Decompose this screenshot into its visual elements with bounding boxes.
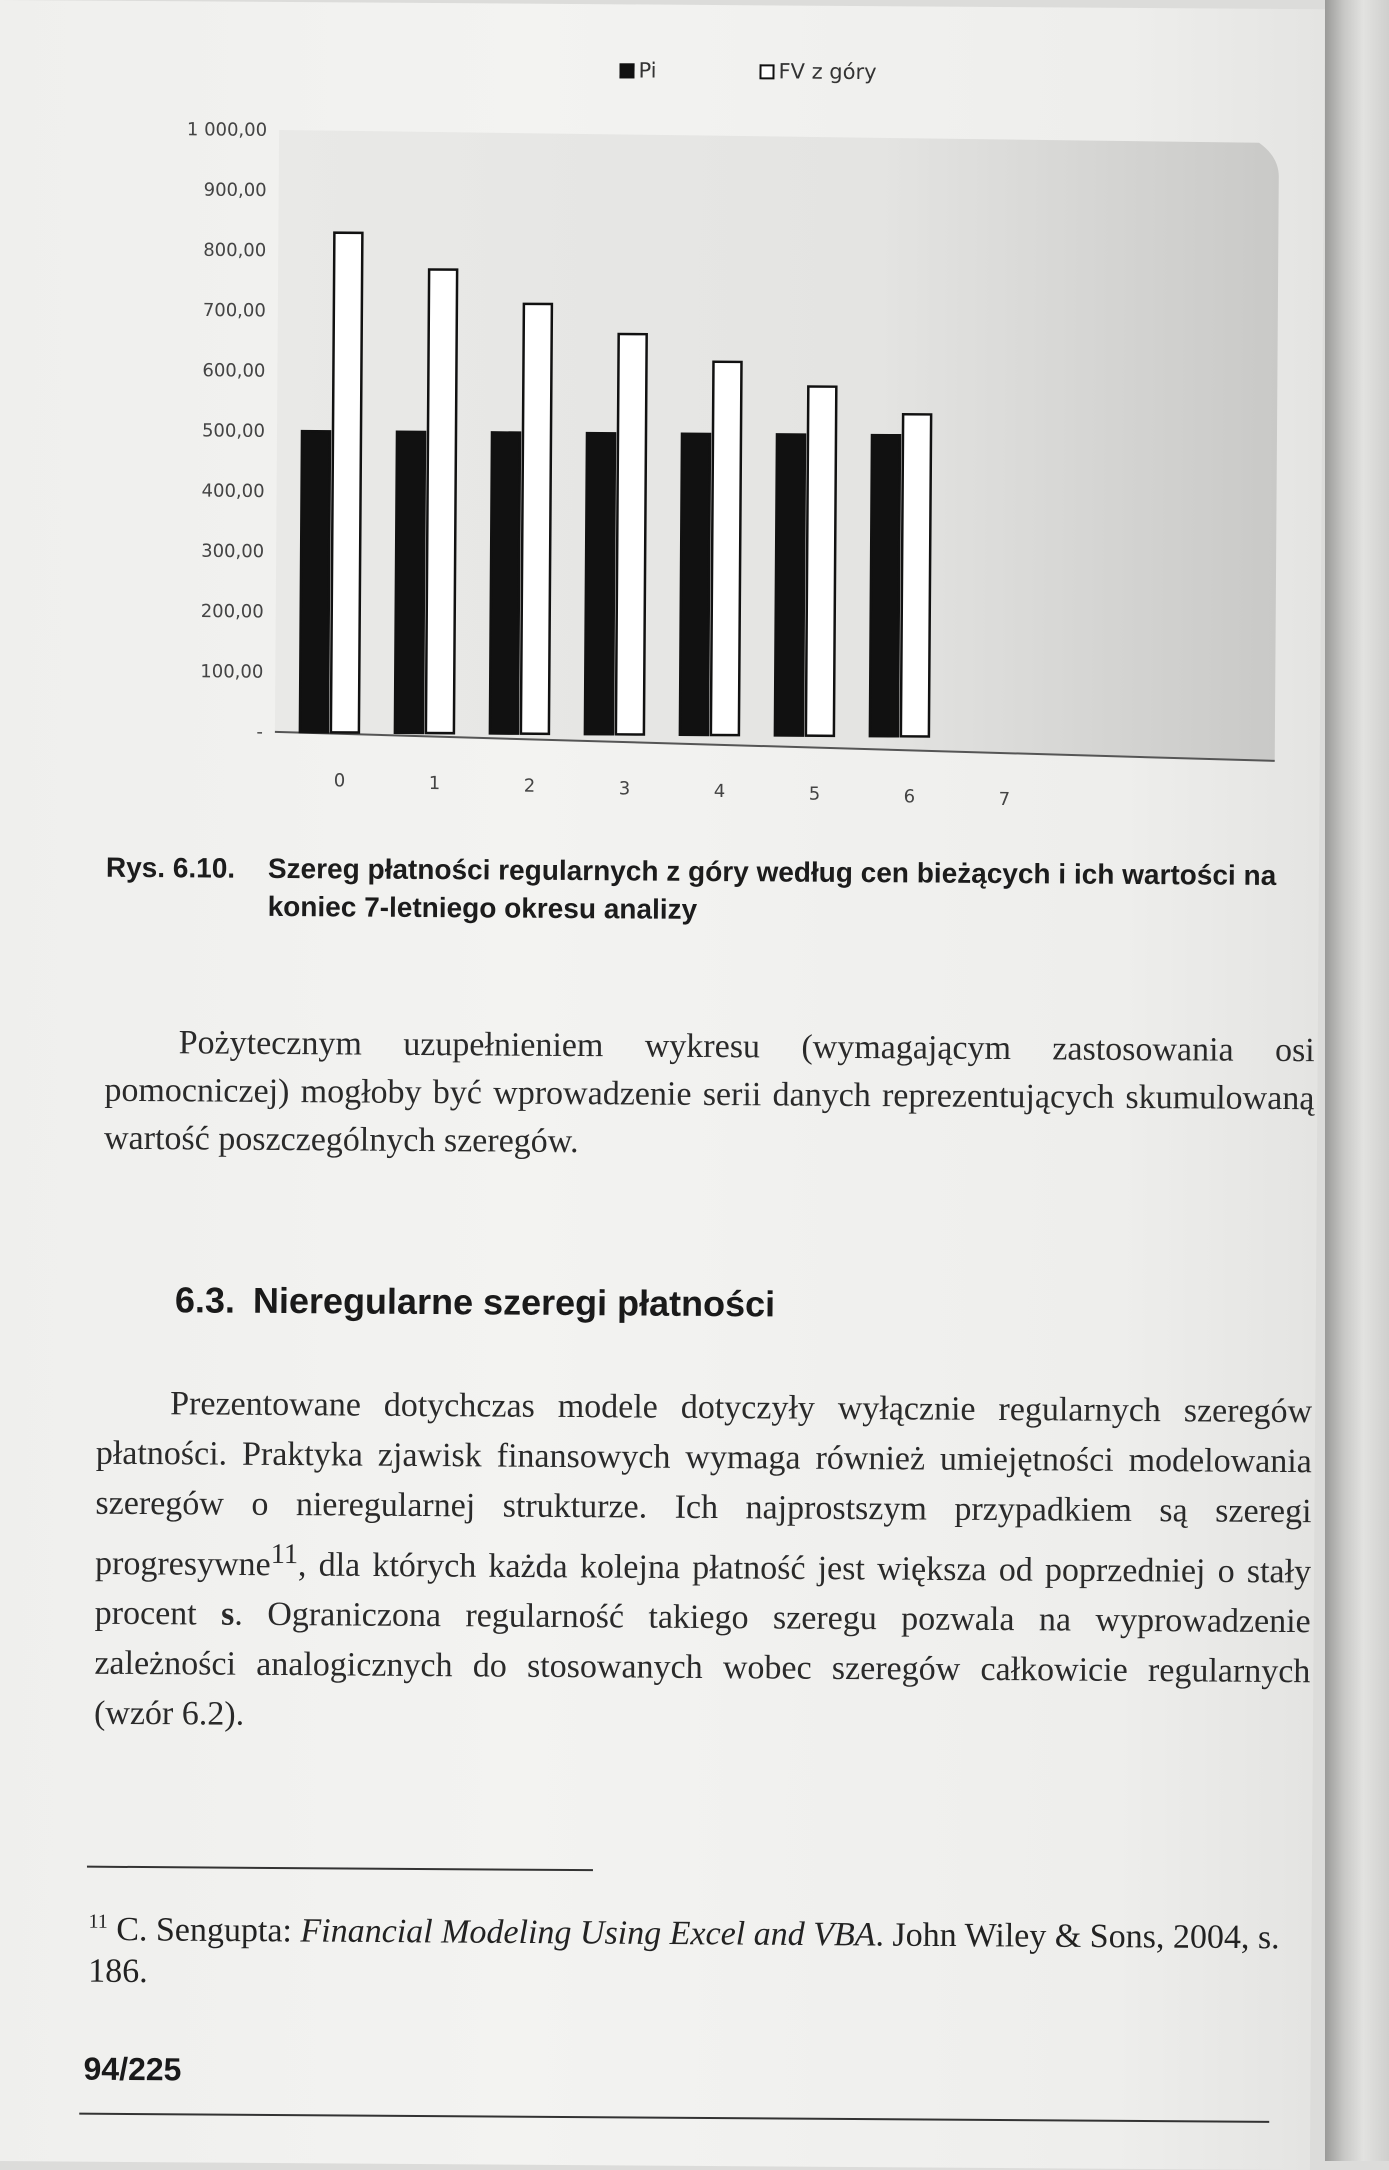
bar-chart — [114, 101, 1289, 811]
x-tick-label: 2 — [523, 775, 536, 797]
bar-pi — [870, 435, 900, 736]
footnote-number: 11 — [88, 1910, 108, 1933]
bottom-rule — [79, 2113, 1269, 2123]
footnote — [88, 1901, 1299, 2002]
x-tick-label: 7 — [998, 788, 1011, 811]
footnote-rule — [87, 1866, 593, 1872]
y-tick-label: 700,00 — [202, 300, 266, 322]
y-tick-label: 500,00 — [201, 420, 266, 442]
bar-pi — [395, 432, 425, 733]
x-tick-label: 3 — [618, 778, 631, 800]
x-tick-label: 1 — [428, 773, 441, 795]
page-edge-shadow — [1325, 0, 1389, 2161]
legend-item-fv — [759, 59, 876, 84]
paragraph-2-text-a: Prezentowane dotychczas modele dotyczyły wyłącznie regularnych szeregów płatności. Praktyka zjawisk finansowych wymaga również umiejętności modelowania szeregów o nieregularnej strukturze. Ich najprostszym przypadkiem są szeregi progresywne — [94, 1385, 1313, 1584]
bar-fv — [901, 414, 931, 736]
bar-fv — [331, 233, 362, 733]
y-tick-label: - — [256, 721, 263, 743]
paragraph-2-text-b: , dla których każda kolejna płatność jest większa od poprzedniej o stały procent — [94, 1546, 1312, 1633]
y-tick-label: 200,00 — [200, 601, 264, 623]
footnote-rest: . John Wiley & Sons, 2004, s. 186. — [88, 1916, 1280, 1991]
bar-pi — [680, 434, 710, 735]
x-tick-label: 0 — [333, 770, 346, 792]
y-tick-label: 800,00 — [203, 239, 267, 262]
y-tick-label: 1 000,00 — [186, 119, 268, 141]
y-tick-label: 600,00 — [202, 360, 266, 382]
x-tick-label: 6 — [903, 786, 916, 808]
bar-fv — [616, 334, 647, 735]
figure-number: Rys. 6.10. — [105, 851, 236, 884]
legend-label-pi: Pi — [638, 58, 657, 83]
section-number: 6.3. — [174, 1279, 236, 1321]
bar-pi — [490, 432, 520, 733]
figure-caption-text: Szereg płatności regularnych z góry według cen bieżących i ich wartości na koniec 7-letniego okresu analizy — [267, 852, 1277, 925]
bar-fv — [521, 304, 552, 734]
figure-caption — [105, 849, 1316, 925]
legend-swatch-fv — [759, 64, 774, 79]
bar-pi — [585, 433, 615, 734]
y-tick-label: 100,00 — [200, 661, 264, 683]
growth-rate-symbol: s — [220, 1595, 235, 1634]
legend-swatch-pi — [619, 63, 634, 78]
paragraph-1: Pożytecznym uzupełnieniem wykresu (wymagającym zastosowania osi pomocniczej) mogłoby być wprowadzenie serii danych reprezentujących skumulowaną wartość poszczególnych szeregów. — [103, 1024, 1315, 1161]
y-tick-label: 400,00 — [201, 480, 265, 503]
bar-fv — [426, 269, 457, 733]
paragraph-2-text-c: . Ograniczona regularność takiego szeregu pozwala na wyprowadzenie zależności analogicznych do stosowanych wobec szeregów całkowicie regularnych (wzór 6.2). — [93, 1596, 1311, 1734]
legend-item-pi — [619, 58, 656, 82]
footnote-book-title: Financial Modeling Using Excel and VBA — [300, 1912, 876, 1954]
x-tick-label: 4 — [713, 781, 726, 803]
footnote-author: C. Sengupta: — [116, 1911, 301, 1950]
bar-fv — [806, 386, 836, 735]
legend-label-fv: FV z góry — [778, 59, 877, 85]
footnote-ref: 11 — [270, 1538, 299, 1571]
y-tick-label: 300,00 — [201, 540, 265, 563]
bar-pi — [775, 434, 805, 735]
bar-fv — [711, 362, 742, 735]
x-tick-label: 5 — [808, 783, 821, 805]
section-heading — [175, 1279, 776, 1325]
page-number: 94/225 — [83, 2050, 182, 2088]
bar-pi — [300, 431, 330, 732]
section-title: Nieregularne szeregi płatności — [252, 1279, 776, 1325]
paragraph-2 — [94, 1379, 1312, 1748]
y-tick-label: 900,00 — [203, 179, 267, 202]
